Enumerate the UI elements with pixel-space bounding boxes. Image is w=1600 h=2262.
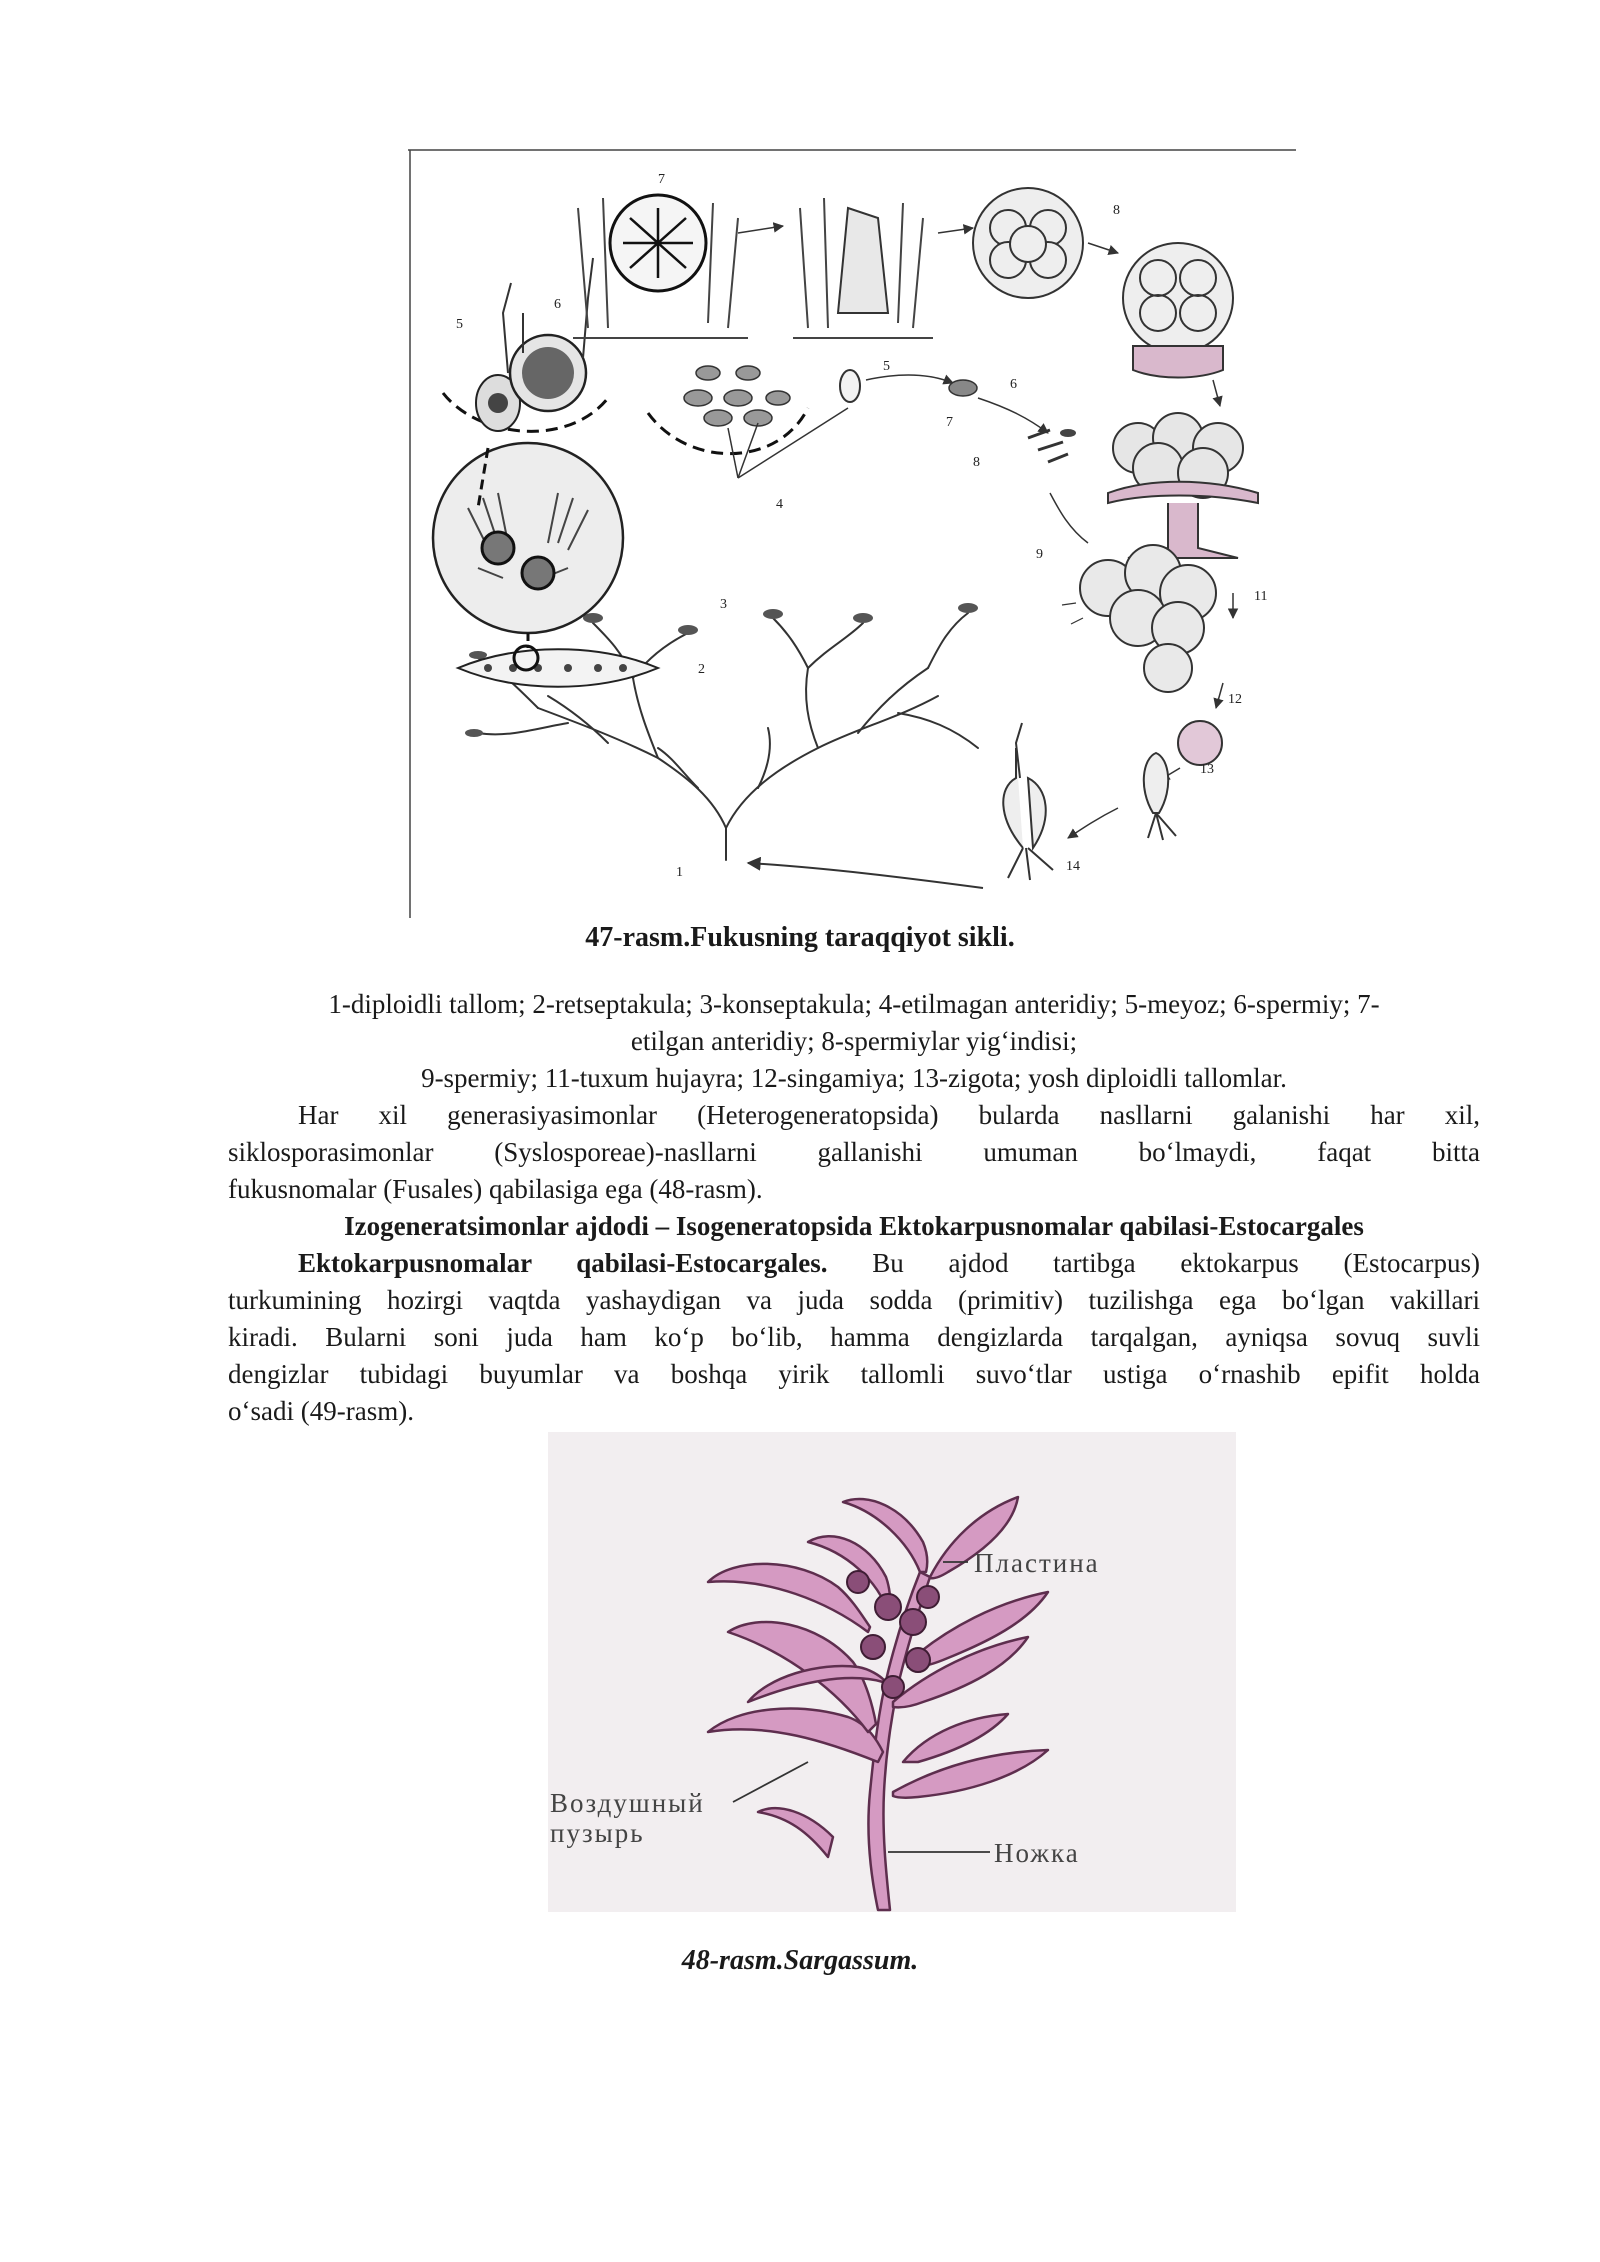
fig-label-9: 9 — [1036, 547, 1043, 562]
figure-48-caption: 48-rasm.Sargassum. — [681, 1945, 919, 1976]
liberated-eggs-drawing — [1108, 413, 1258, 558]
paragraph-line: kiradi. Bularni soni juda ham ko‘p bo‘lib, hamma dengizlarda tarqalgan, ayniqsa sovuq suvli — [228, 1322, 1480, 1352]
antheridia-branch-drawing — [648, 366, 848, 478]
fig-label-1: 1 — [676, 865, 683, 880]
young-thallus-drawing — [1003, 723, 1176, 880]
paragraph-line: Har xil generasiyasimonlar (Heterogeneratopsida) bularda nasllarni galanishi har xil, — [298, 1100, 1480, 1130]
paragraph-line: siklosporasimonlar (Syslosporeae)-nasllarni gallanishi umuman bo‘lmaydi, faqat bitta — [228, 1137, 1480, 1167]
plate-label: Пластина — [974, 1548, 1100, 1578]
fig-label-13: 13 — [1200, 762, 1214, 777]
fig-label-7: 7 — [658, 172, 665, 187]
paragraph-line: o‘sadi (49-rasm). — [228, 1396, 414, 1426]
paragraph-line — [228, 1245, 1480, 1282]
paragraph-line: fukusnomalar (Fusales) qabilasiga ega (48-rasm). — [228, 1174, 763, 1204]
fig-label-3: 3 — [720, 597, 727, 612]
fig-label-2: 2 — [698, 662, 705, 677]
legend-line: etilgan anteridiy; 8-spermiylar yig‘indisi; — [630, 1026, 1078, 1056]
paragraph-heterogeneratopsida — [228, 1097, 1480, 1208]
fig-label-6b: 6 — [1010, 377, 1017, 392]
figure-47-caption: 47-rasm.Fukusning taraqqiyot sikli. — [585, 922, 1015, 953]
fig-label-12: 12 — [1228, 692, 1242, 707]
egg-cells-drawing — [973, 188, 1083, 298]
legend-line: 1-diploidli tallom; 2-retseptakula; 3-konseptakula; 4-etilmagan anteridiy; 5-meyoz; 6-spermiy; 7- — [328, 989, 1380, 1019]
fig-label-5: 5 — [456, 317, 463, 332]
zygote-drawing — [1178, 721, 1222, 765]
fig-label-11: 11 — [1254, 589, 1268, 604]
bladder-label-line2: пузырь — [550, 1818, 645, 1848]
paragraph-line: dengizlar tubidagi buyumlar va boshqa yirik tallomli suvo‘tlar ustiga o‘rnashib epifit holda — [228, 1359, 1480, 1389]
fig-label-8: 8 — [1113, 203, 1120, 218]
fig-label-4: 4 — [776, 497, 783, 512]
legend-line: 9-spermiy; 11-tuxum hujayra; 12-singamiya; 13-zigota; yosh diploidli tallomlar. — [421, 1063, 1287, 1093]
bladder-label-line1: Воздушный — [550, 1788, 705, 1818]
fig-label-8b: 8 — [973, 455, 980, 470]
mature-oogonium-drawing — [573, 195, 783, 338]
releasing-oogonium-drawing — [793, 198, 973, 338]
fig-label-7b: 7 — [946, 415, 953, 430]
section-heading: Izogeneratsimonlar ajdodi – Isogeneratopsida Ektokarpusnomalar qabilasi-Estocargales — [344, 1211, 1364, 1241]
fucus-life-cycle-figure — [408, 148, 1296, 918]
paragraph-ectocarpales — [228, 1245, 1480, 1430]
receptacle-section-drawing — [458, 646, 658, 687]
paragraph-line-rest: Bu ajdod tartibga ektokarpus (Estocarpus) — [827, 1248, 1480, 1278]
stalk-label: Ножка — [994, 1838, 1080, 1868]
paragraph-bold-lead: Ektokarpusnomalar qabilasi-Estocargales. — [298, 1248, 828, 1278]
egg-release-drawing — [1123, 243, 1233, 378]
sperm-release-drawing — [840, 370, 1076, 462]
fig-label-14: 14 — [1066, 859, 1080, 874]
fig-label-6: 6 — [554, 297, 561, 312]
figure-47-legend — [228, 986, 1480, 1097]
fig-label-5b: 5 — [883, 359, 890, 374]
sargassum-figure — [548, 1432, 1236, 1912]
paragraph-line: turkumining hozirgi vaqtda yashaydigan va juda sodda (primitiv) tuzilishga ega bo‘lgan vakillari — [228, 1285, 1480, 1315]
